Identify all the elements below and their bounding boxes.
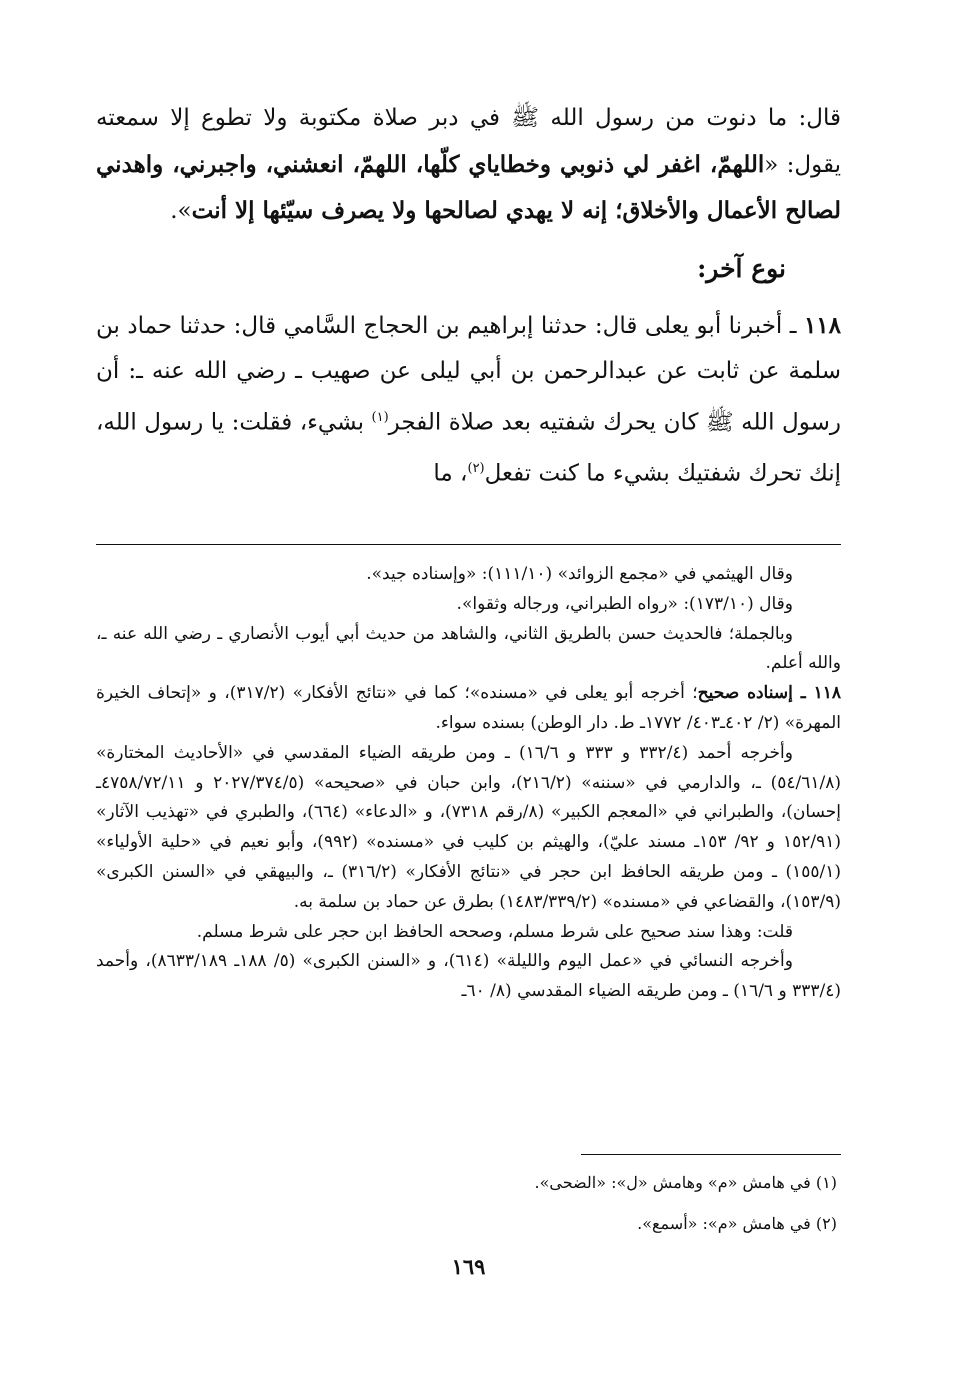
footnote-1: (١) في هامش «م» وهامش «ل»: «الضحى». <box>534 1173 837 1192</box>
note-summary: وبالجملة؛ فالحديث حسن بالطريق الثاني، والشاهد من حديث أبي أيوب الأنصاري ـ رضي الله عنه ـ، والله أعلم. <box>96 623 841 674</box>
hadith-number: ١١٨ <box>803 311 841 339</box>
footnotes <box>96 1162 841 1244</box>
note-haythami-2: وقال (١٧٣/١٠): «رواه الطبراني، ورجاله وثقوا». <box>456 593 793 614</box>
hadith-text-3: ، ما <box>433 460 468 487</box>
paragraph-hadith <box>96 303 841 497</box>
hadith-text-1: ـ أخبرنا أبو يعلى قال: حدثنا إبراهيم بن الحجاج السَّامي قال: حدثنا حماد بن سلمة عن ثابت عن عبدالرحمن بن أبي ليلى عن صهيب ـ رضي الله عنه ـ: أن رسول الله ﷺ كان يحرك شفتيه بعد صلاة الفجر <box>96 312 841 436</box>
note-takhrij: وأخرجه أحمد (٣٣٢/٤ و ٣٣٣ و ١٦/٦) ـ ومن طريقه الضياء المقدسي في «الأحاديث المختارة» (٥٤/٦١/٨) ـ، والدارمي في «سننه» (٢١٦/٢)، وابن حبان في «صحيحه» (٢٠٢٧/٣٧٤/٥ و ٤٧٥٨/٧٢/١١ـ إحسان)، والطبراني في «المعجم الكبير» (٨/رقم ٧٣١٨)، و «الدعاء» (٦٦٤)، والطبري في «تهذيب الآثار» (١٥٢/٩١ و ٩٢/ ١٥٣ـ مسند عليّ)، والهيثم بن كليب في «مسنده» (٩٩٢)، وأبو نعيم في «حلية الأولياء» (١٥٥/١) ـ ومن طريقه الحافظ ابن حجر في «نتائج الأفكار» (٣١٦/٢) ـ، والبيهقي في «السنن الكبرى» (١٥٣/٩)، والقضاعي في «مسنده» (١٤٨٣/٣٣٩/٢) بطرق عن حماد بن سلمة به. <box>96 742 841 912</box>
notes-divider <box>96 544 841 545</box>
notes-section <box>96 560 841 1007</box>
paragraph-dua <box>96 96 841 235</box>
footnotes-divider <box>581 1154 841 1155</box>
note-haythami: وقال الهيثمي في «مجمع الزوائد» (١١١/١٠): «وإسناده جيد». <box>366 564 793 584</box>
paragraph-dua-end: ». <box>170 198 192 224</box>
main-text <box>96 96 841 497</box>
footnote-marker-2[interactable]: (٢) <box>467 460 485 476</box>
note-118 <box>96 679 841 739</box>
note-verdict: قلت: وهذا سند صحيح على شرط مسلم، وصححه الحافظ ابن حجر على شرط مسلم. <box>196 921 793 942</box>
dua-text: اللهمّ، اغفر لي ذنوبي وخطاياي كلّها، اللهمّ، انعشني، واجبرني، واهدني لصالح الأعمال والأخلاق؛ إنه لا يهدي لصالحها ولا يصرف سيّئها إلا أنت <box>96 150 841 224</box>
paragraph-dua-intro: قال: ما دنوت من رسول الله ﷺ في دبر صلاة مكتوبة ولا تطوع إلا سمعته يقول: « <box>96 105 841 178</box>
hadith-text-2: بشيء، فقلت: يا رسول الله، إنك تحرك شفتيك بشيء ما كنت تفعل <box>96 409 841 487</box>
note-118-heading: ١١٨ ـ إسناده صحيح <box>697 683 841 704</box>
note-118-text: ؛ أخرجه أبو يعلى في «مسنده»؛ كما في «نتائج الأفكار» (٣١٧/٢)، و «إتحاف الخيرة المهرة» (٢/ ٤٠٢ـ٤٠٣/ ١٧٧٢ـ ط. دار الوطن) بسنده سواء. <box>96 683 841 733</box>
footnote-2: (٢) في هامش «م»: «أسمع». <box>637 1214 837 1233</box>
note-nasai: وأخرجه النسائي في «عمل اليوم والليلة» (٦١٤)، و «السنن الكبرى» (٥/ ١٨٨ـ ٨٦٣٣/١٨٩)، وأحمد (٣٣٣/٤ و ١٦/٦) ـ ومن طريقه الضياء المقدسي (٨/ ٦٠ـ <box>96 951 841 1002</box>
footnote-marker-1[interactable]: (١) <box>371 409 389 425</box>
page-number: ١٦٩ <box>451 1254 486 1279</box>
section-heading: نوع آخر: <box>697 253 786 283</box>
page <box>96 96 841 1326</box>
